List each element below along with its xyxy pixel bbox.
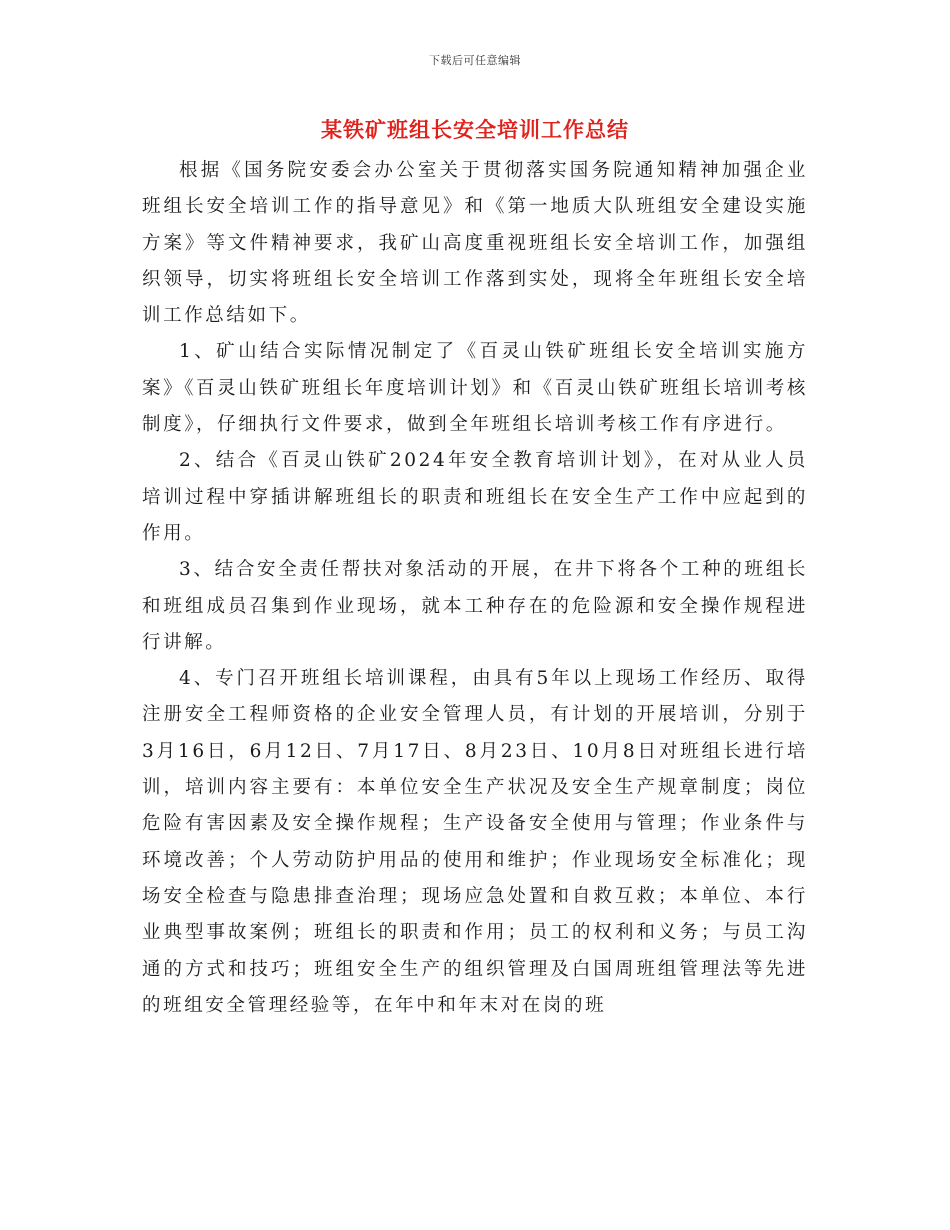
header-note: 下载后可任意编辑: [429, 54, 521, 67]
paragraph-item-4: 4、专门召开班组长培训课程，由具有5年以上现场工作经历、取得注册安全工程师资格的企业安全管理人员，有计划的开展培训，分别于3月16日，6月12日、7月17日、8月23日、10月8日对班组长进行培训，培训内容主要有：本单位安全生产状况及安全生产规章制度；岗位危险有害因素及安全操作规程；生产设备安全使用与管理；作业条件与环境改善；个人劳动防护用品的使用和维护；作业现场安全标准化；现场安全检查与隐患排查治理；现场应急处置和自救互救；本单位、本行业典型事故案例；班组长的职责和作用；员工的权利和义务；与员工沟通的方式和技巧；班组安全生产的组织管理及白国周班组管理法等先进的班组安全管理经验等，在年中和年末对在岗的班: [142, 668, 808, 1016]
paragraph-intro: 根据《国务院安委会办公室关于贯彻落实国务院通知精神加强企业班组长安全培训工作的指导意见》和《第一地质大队班组安全建设实施方案》等文件精神要求，我矿山高度重视班组长安全培训工作，加强组织领导，切实将班组长安全培训工作落到实处，现将全年班组长安全培训工作总结如下。: [142, 160, 808, 327]
document-title: 某铁矿班组长安全培训工作总结: [321, 117, 629, 142]
document-body: [142, 153, 808, 1024]
paragraph-item-1: 1、矿山结合实际情况制定了《百灵山铁矿班组长安全培训实施方案》《百灵山铁矿班组长年度培训计划》和《百灵山铁矿班组长培训考核制度》，仔细执行文件要求，做到全年班组长培训考核工作有序进行。: [142, 341, 808, 436]
paragraph-item-2: 2、结合《百灵山铁矿2024年安全教育培训计划》，在对从业人员培训过程中穿插讲解班组长的职责和班组长在安全生产工作中应起到的作用。: [142, 450, 808, 544]
paragraph-item-3: 3、结合安全责任帮扶对象活动的开展，在井下将各个工种的班组长和班组成员召集到作业现场，就本工种存在的危险源和安全操作规程进行讲解。: [142, 559, 808, 653]
